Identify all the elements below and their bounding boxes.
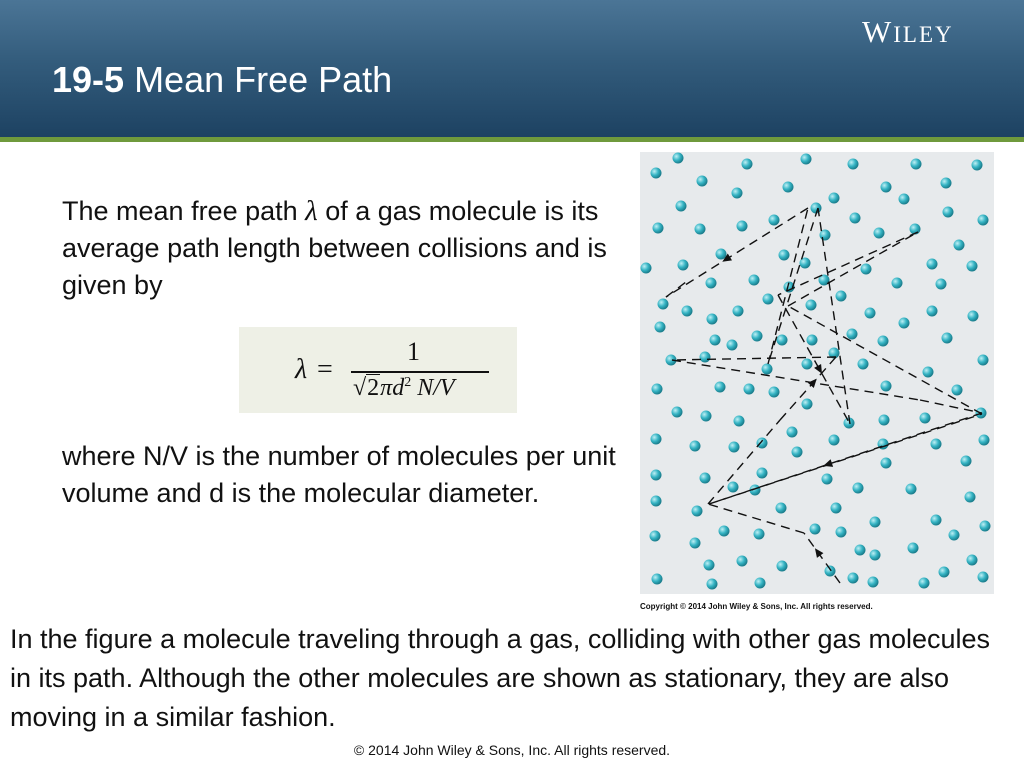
gas-molecule (737, 221, 748, 232)
path-arrowhead (823, 459, 833, 467)
collision-path-segment (666, 282, 686, 297)
gas-molecule (757, 468, 768, 479)
gas-molecule (870, 550, 881, 561)
gas-molecule (855, 545, 866, 556)
gas-molecule (690, 441, 701, 452)
collision-path-segment (788, 306, 982, 414)
gas-molecule (697, 176, 708, 187)
gas-molecule (820, 230, 831, 241)
gas-molecule (848, 573, 859, 584)
gas-molecule (802, 359, 813, 370)
gas-molecule (906, 484, 917, 495)
figure-caption: In the figure a molecule traveling through a gas, colliding with other gas molecules in its path. Although the other molecules are shown as stationary, they are also moving in a similar fashion. (10, 624, 991, 732)
title-text: Mean Free Path (134, 59, 393, 100)
gas-molecule (651, 434, 662, 445)
gas-molecule (908, 543, 919, 554)
gas-molecule (978, 355, 989, 366)
gas-molecule (715, 382, 726, 393)
collision-path-segment (788, 232, 918, 306)
gas-molecule (692, 506, 703, 517)
gas-molecule (952, 385, 963, 396)
gas-molecule (754, 529, 765, 540)
gas-molecule (853, 483, 864, 494)
gas-molecule (732, 188, 743, 199)
gas-molecule (719, 526, 730, 537)
collision-path-segment (708, 420, 780, 504)
gas-molecule (695, 224, 706, 235)
gas-molecule (847, 329, 858, 340)
gas-molecule (742, 159, 753, 170)
gas-molecule (673, 153, 684, 164)
section-number: 19-5 (52, 59, 125, 100)
gas-molecule (822, 474, 833, 485)
gas-molecule (757, 438, 768, 449)
gas-molecule (802, 399, 813, 410)
collision-path-segment (672, 360, 920, 400)
gas-molecule (678, 260, 689, 271)
gas-molecule (920, 413, 931, 424)
gas-molecule (737, 556, 748, 567)
gas-molecule (716, 249, 727, 260)
definition-paragraph: The mean free path λ of a gas molecule is its average path length between collisions and is given by (62, 195, 607, 300)
gas-molecule (829, 435, 840, 446)
gas-molecule (978, 215, 989, 226)
gas-molecule (931, 439, 942, 450)
mean-free-path-formula (239, 327, 517, 413)
gas-molecule (961, 456, 972, 467)
gas-molecule (919, 578, 930, 589)
gas-molecule (733, 306, 744, 317)
collision-path-segment (818, 208, 850, 424)
gas-molecule (861, 264, 872, 275)
gas-molecule (752, 331, 763, 342)
gas-molecule (651, 496, 662, 507)
gas-molecule (749, 275, 760, 286)
gas-molecule (728, 482, 739, 493)
lambda-symbol: λ (305, 195, 318, 227)
gas-molecule (810, 524, 821, 535)
gas-molecule (727, 340, 738, 351)
gas-molecule (881, 381, 892, 392)
gas-molecule (651, 168, 662, 179)
gas-molecule (836, 527, 847, 538)
gas-molecule (652, 574, 663, 585)
gas-molecule (651, 470, 662, 481)
gas-molecule (763, 294, 774, 305)
gas-molecule (858, 359, 869, 370)
gas-molecule (641, 263, 652, 274)
gas-molecule (968, 311, 979, 322)
gas-molecule (710, 335, 721, 346)
gas-molecule (967, 261, 978, 272)
gas-molecule (979, 435, 990, 446)
gas-molecule (868, 577, 879, 588)
gas-molecule (807, 335, 818, 346)
gas-molecule (899, 194, 910, 205)
gas-molecule (729, 442, 740, 453)
gas-molecule (881, 458, 892, 469)
gas-molecule (672, 407, 683, 418)
gas-molecule (978, 572, 989, 583)
gas-molecule (881, 182, 892, 193)
gas-molecule (927, 306, 938, 317)
gas-molecule (936, 279, 947, 290)
gas-molecule (850, 213, 861, 224)
fraction-bar (351, 371, 489, 373)
gas-molecule-figure (640, 152, 994, 594)
wiley-logo: WILEY (862, 14, 954, 49)
gas-molecule (658, 299, 669, 310)
gas-molecule (965, 492, 976, 503)
gas-molecule (707, 314, 718, 325)
gas-molecule (848, 159, 859, 170)
figure-credit: Copyright © 2014 John Wiley & Sons, Inc. All rights reserved. (640, 602, 873, 611)
gas-molecule (911, 159, 922, 170)
gas-molecule (792, 447, 803, 458)
gas-molecule (829, 193, 840, 204)
gas-molecule (706, 278, 717, 289)
gas-molecule (831, 503, 842, 514)
gas-molecule (652, 384, 663, 395)
formula-equals: = (317, 354, 333, 385)
gas-molecule (942, 333, 953, 344)
gas-molecule (690, 538, 701, 549)
gas-molecule (879, 415, 890, 426)
formula-denominator: $√2\pi d^2$ N/V (353, 375, 455, 401)
gas-molecule (923, 367, 934, 378)
gas-molecule (769, 215, 780, 226)
gas-molecule (701, 411, 712, 422)
header-rule (0, 137, 1024, 142)
gas-molecule (865, 308, 876, 319)
gas-molecule (755, 578, 766, 589)
gas-molecule (870, 517, 881, 528)
molecule-path-diagram (640, 152, 994, 594)
gas-molecule (836, 291, 847, 302)
gas-molecule (777, 335, 788, 346)
formula-lambda: λ (295, 354, 308, 385)
gas-molecule (941, 178, 952, 189)
gas-molecule (700, 352, 711, 363)
path-arrowhead (815, 548, 824, 558)
gas-molecule (676, 201, 687, 212)
gas-molecule (682, 306, 693, 317)
collision-path-segment (778, 295, 850, 424)
gas-molecule (704, 560, 715, 571)
gas-molecule (650, 531, 661, 542)
footer-copyright: © 2014 John Wiley & Sons, Inc. All rights reserved. (353, 742, 671, 758)
gas-molecule (762, 364, 773, 375)
gas-molecule (899, 318, 910, 329)
gas-molecule (972, 160, 983, 171)
gas-molecule (874, 228, 885, 239)
gas-molecule (980, 521, 991, 532)
variables-paragraph: where N/V is the number of molecules per unit volume and d is the molecular diameter. (62, 441, 616, 508)
gas-molecule (779, 250, 790, 261)
path-arrowhead (808, 379, 817, 388)
gas-molecule (927, 259, 938, 270)
collision-path-segment (920, 400, 982, 413)
gas-molecule (939, 567, 950, 578)
gas-molecule (967, 555, 978, 566)
gas-molecule (783, 182, 794, 193)
gas-molecule (825, 566, 836, 577)
gas-molecule (653, 223, 664, 234)
gas-molecule (655, 322, 666, 333)
gas-molecule (707, 579, 718, 590)
gas-molecule (700, 473, 711, 484)
gas-molecule (744, 384, 755, 395)
formula-numerator: 1 (407, 337, 420, 366)
collision-path-segment (672, 357, 836, 360)
gas-molecule (776, 503, 787, 514)
gas-molecule (943, 207, 954, 218)
gas-molecule (806, 300, 817, 311)
gas-molecule (811, 203, 822, 214)
gas-molecule (777, 561, 788, 572)
gas-molecule (892, 278, 903, 289)
gas-molecule (787, 427, 798, 438)
slide-title (52, 58, 392, 102)
gas-molecule (954, 240, 965, 251)
collision-path-segment (804, 533, 840, 583)
collision-path-segment (768, 208, 808, 364)
gas-molecule (734, 416, 745, 427)
gas-molecule (931, 515, 942, 526)
gas-molecule (949, 530, 960, 541)
gas-molecule (878, 336, 889, 347)
gas-molecule (769, 387, 780, 398)
gas-molecule (801, 154, 812, 165)
